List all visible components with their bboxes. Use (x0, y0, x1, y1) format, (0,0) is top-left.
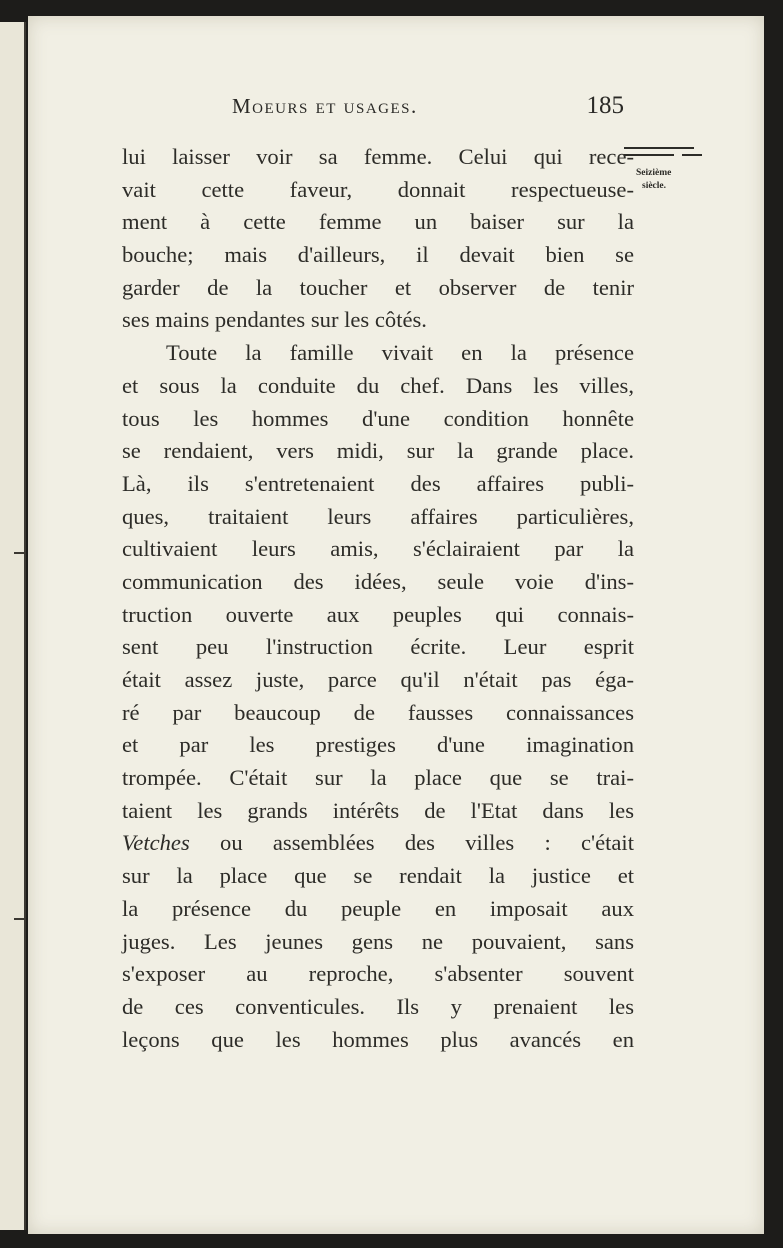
running-title: Moeurs et usages. (232, 94, 418, 118)
italic-word-vetches: Vetches (122, 830, 190, 856)
text-line: ré par beaucoup de fausses connaissances (122, 699, 634, 725)
margin-note-line-1: Seizième (636, 168, 672, 178)
text-line: de ces conventicules. Ils y prenaient les (122, 993, 634, 1019)
margin-rule-top (624, 147, 694, 149)
text-line: s'exposer au reproche, s'absenter souvent (122, 961, 634, 987)
text-line: sent peu l'instruction écrite. Leur esprit (122, 634, 634, 660)
text-line: cultivaient leurs amis, s'éclairaient par la (122, 536, 634, 562)
text-line: ment à cette femme un baiser sur la (122, 209, 634, 235)
text-line: lui laisser voir sa femme. Celui qui rece- (122, 144, 634, 169)
margin-note-line-2: siècle. (642, 181, 667, 191)
text-line: communication des idées, seule voie d'ins- (122, 568, 634, 594)
facing-page-edge (0, 22, 26, 1230)
text-line: vait cette faveur, donnait respectueuse- (122, 176, 634, 202)
text-line: trompée. C'était sur la place que se trai- (122, 765, 634, 791)
text-line: ses mains pendantes sur les côtés. (122, 307, 427, 333)
text-line: Toute la famille vivait en la présence (166, 340, 634, 366)
text-line: leçons que les hommes plus avancés en (122, 1026, 634, 1052)
text-line-vetches (122, 827, 634, 860)
text-line: la présence du peuple en imposait aux (122, 895, 634, 921)
text-line: taient les grands intérêts de l'Etat dans les (122, 797, 634, 823)
text-line-vetches-rest: ou assemblées des villes : c'était (220, 830, 634, 856)
text-line: truction ouverte aux peuples qui connais- (122, 601, 634, 627)
text-line: garder de la toucher et observer de tenir (122, 274, 634, 300)
text-line: ques, traitaient leurs affaires particulières, (122, 503, 634, 529)
body-text (122, 141, 634, 1056)
text-line: tous les hommes d'une condition honnête (122, 405, 634, 431)
margin-rule-tail (682, 154, 702, 156)
text-line: et par les prestiges d'une imagination (122, 732, 634, 758)
text-line: Là, ils s'entretenaient des affaires publi- (122, 470, 634, 496)
text-line: était assez juste, parce qu'il n'était pas éga- (122, 667, 634, 692)
text-line: juges. Les jeunes gens ne pouvaient, sans (122, 928, 634, 954)
text-line: sur la place que se rendait la justice et (122, 863, 634, 889)
page-header (232, 94, 624, 128)
text-line: bouche; mais d'ailleurs, il devait bien se (122, 242, 634, 268)
text-line: se rendaient, vers midi, sur la grande place. (122, 438, 634, 464)
text-line: et sous la conduite du chef. Dans les villes, (122, 372, 634, 398)
page-number: 185 (586, 92, 624, 119)
